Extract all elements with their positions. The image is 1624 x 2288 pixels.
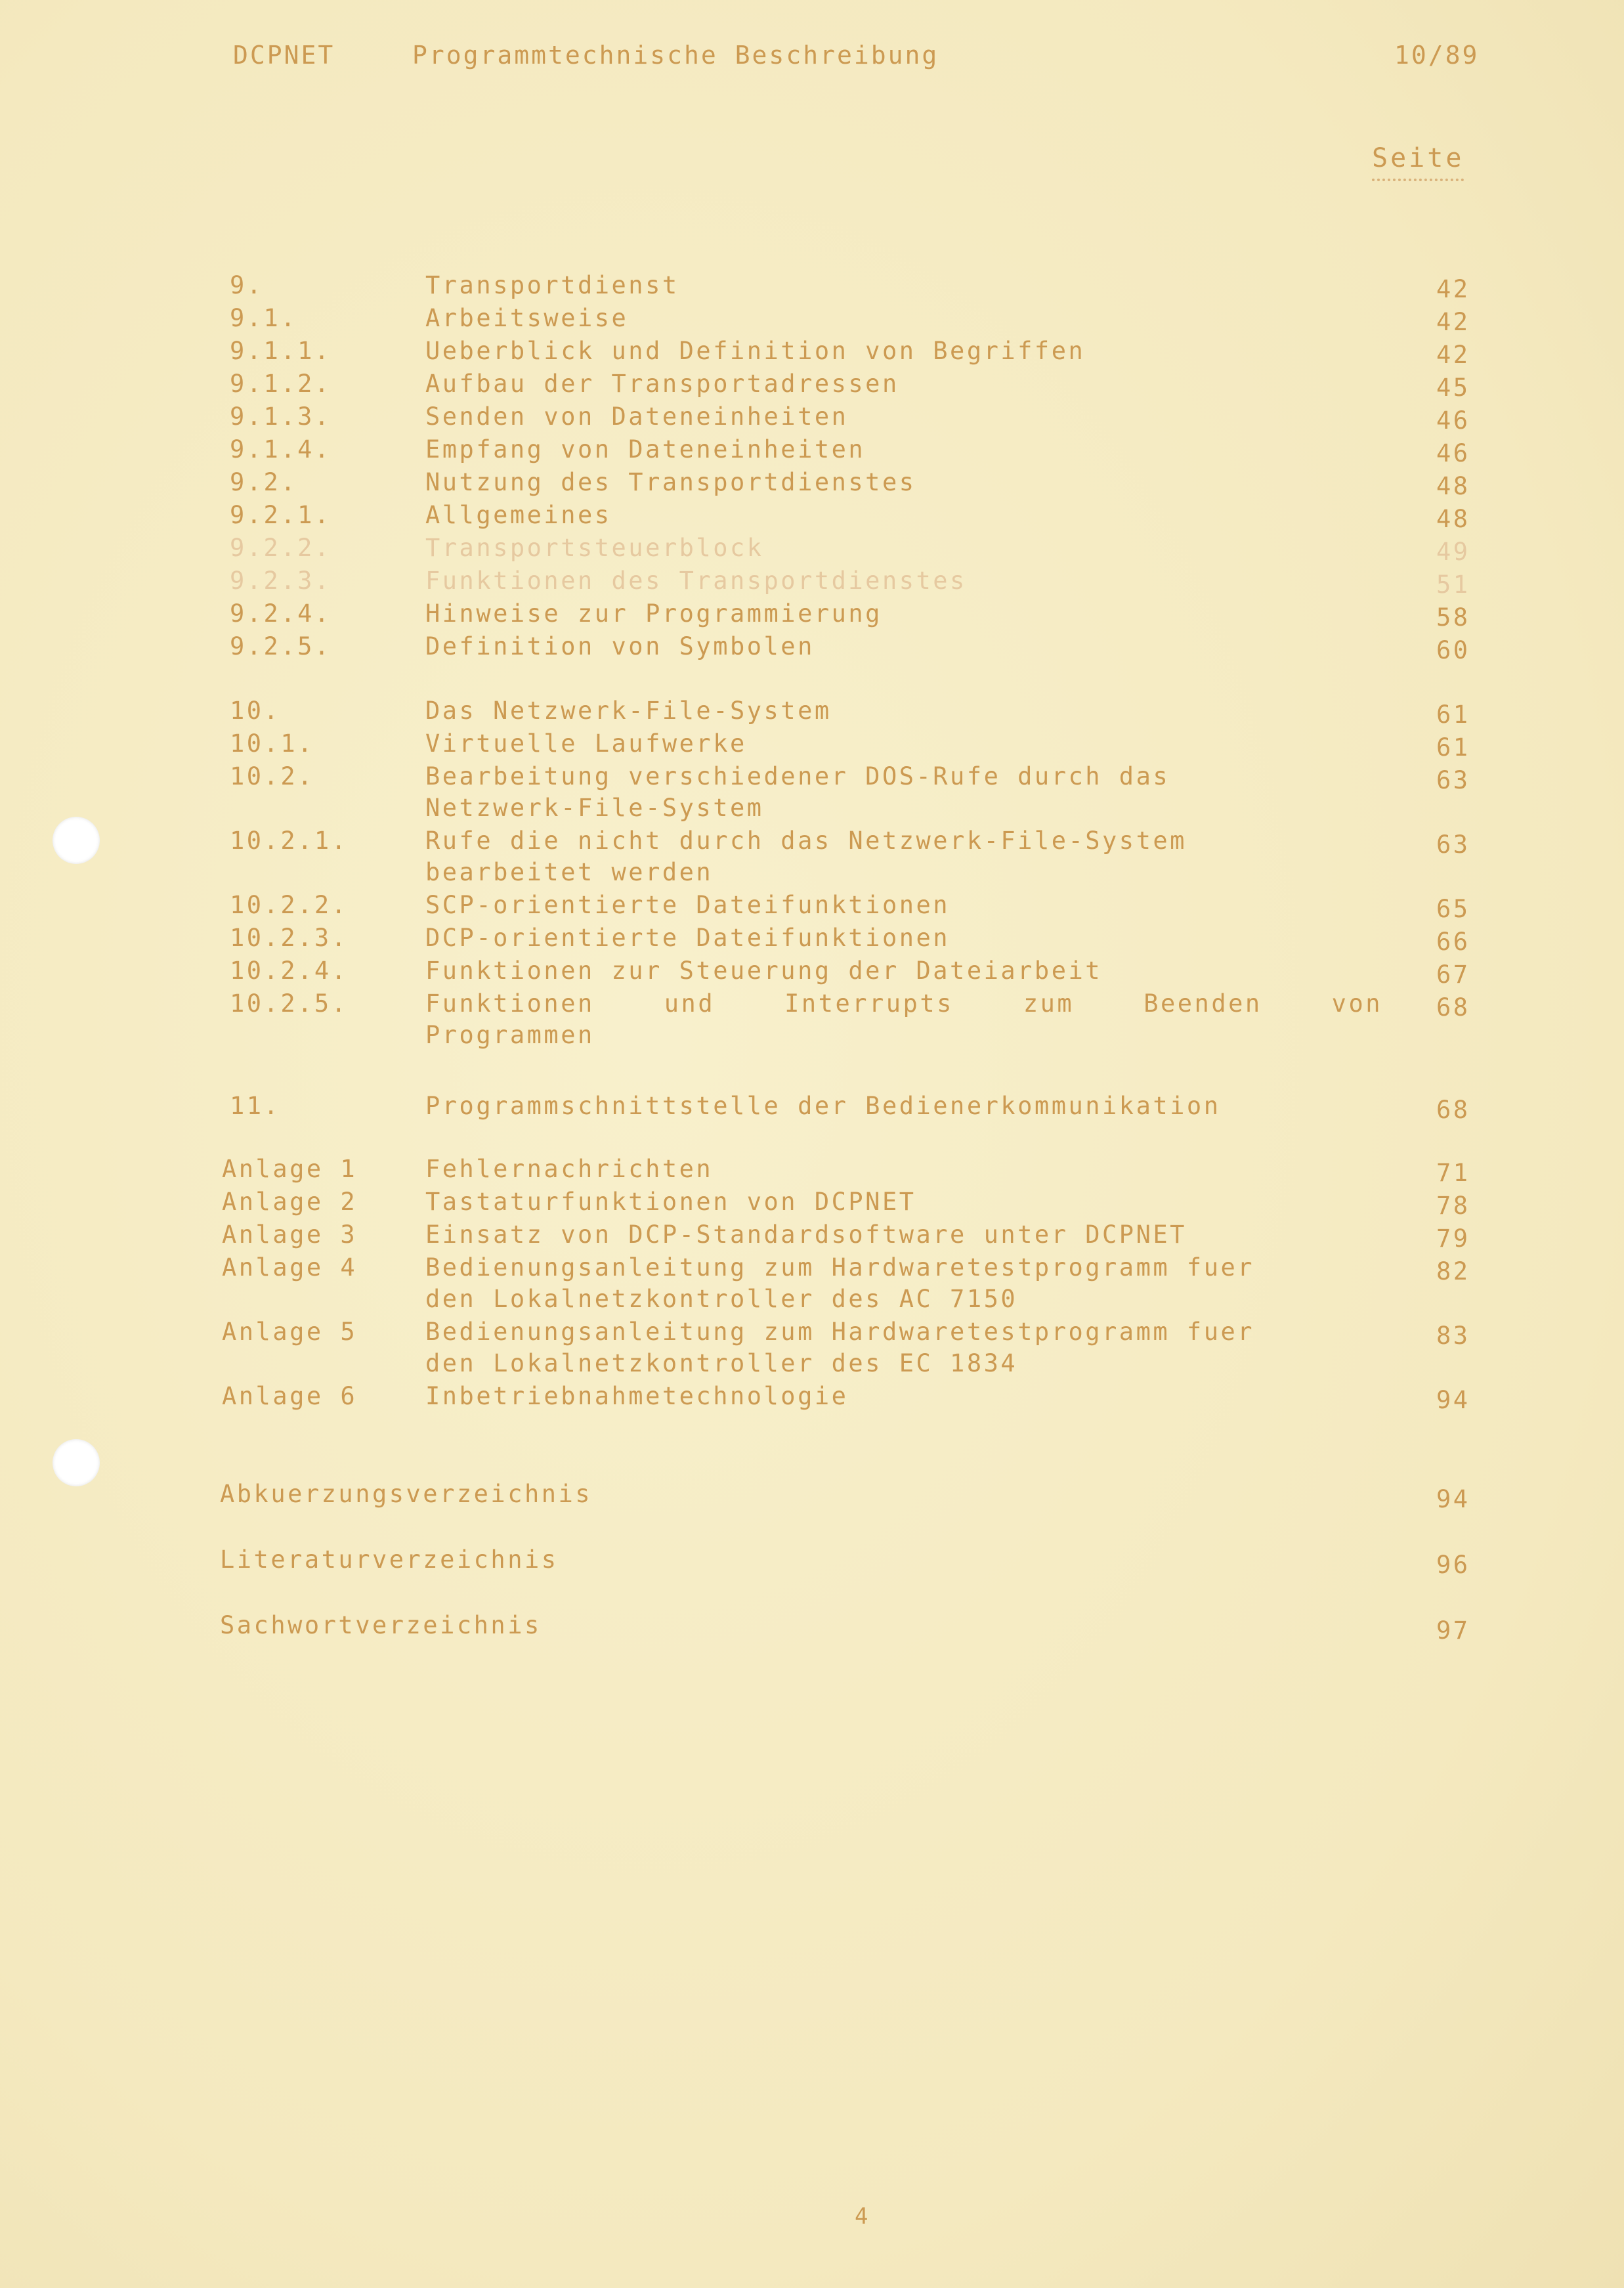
toc-title-continuation: den Lokalnetzkontroller des EC 1834 bbox=[425, 1349, 1018, 1377]
index-title: Sachwortverzeichnis bbox=[220, 1611, 542, 1639]
toc-page: 60 bbox=[1436, 636, 1470, 664]
toc-title: Programmschnittstelle der Bedienerkommunikation bbox=[425, 1092, 1221, 1120]
toc-page: 42 bbox=[1436, 308, 1470, 336]
toc-page: 68 bbox=[1436, 1096, 1470, 1124]
toc-number: 9.1.2. bbox=[230, 370, 331, 398]
header-document-title: Programmtechnische Beschreibung bbox=[412, 41, 939, 70]
toc-number: 10.2.3. bbox=[230, 924, 349, 952]
toc-page: 68 bbox=[1436, 993, 1470, 1022]
toc-title: Transportdienst bbox=[425, 271, 679, 299]
toc-number: 9.2.1. bbox=[230, 501, 331, 529]
toc-title: DCP-orientierte Dateifunktionen bbox=[425, 924, 951, 952]
toc-number: 9.2.2. bbox=[230, 534, 331, 562]
toc-title: Hinweise zur Programmierung bbox=[425, 599, 882, 628]
toc-number: 9.1.3. bbox=[230, 402, 331, 431]
toc-number: Anlage 6 bbox=[222, 1382, 358, 1410]
toc-page: 79 bbox=[1436, 1224, 1470, 1253]
toc-number: 9. bbox=[230, 271, 264, 299]
toc-title: Funktionen des Transportdienstes bbox=[425, 567, 967, 595]
toc-page: 46 bbox=[1436, 406, 1470, 435]
toc-title: Arbeitsweise bbox=[425, 304, 629, 332]
toc-page: 61 bbox=[1436, 733, 1470, 762]
toc-page: 49 bbox=[1436, 538, 1470, 566]
toc-page: 71 bbox=[1436, 1159, 1470, 1187]
page-header bbox=[0, 41, 1624, 80]
toc-number: Anlage 4 bbox=[222, 1253, 358, 1282]
toc-number: 9.1. bbox=[230, 304, 298, 332]
toc-title: Fehlernachrichten bbox=[425, 1155, 714, 1183]
toc-number: 9.2.5. bbox=[230, 632, 331, 660]
index-title: Literaturverzeichnis bbox=[220, 1545, 559, 1574]
toc-title: Inbetriebnahmetechnologie bbox=[425, 1382, 849, 1410]
toc-page: 46 bbox=[1436, 439, 1470, 467]
toc-title: Funktionen und Interrupts zum Beenden von bbox=[425, 989, 1382, 1018]
toc-page: 66 bbox=[1436, 928, 1470, 956]
header-date: 10/89 bbox=[1394, 41, 1480, 70]
toc-number: 10.2.1. bbox=[230, 827, 349, 855]
toc-title-continuation: den Lokalnetzkontroller des AC 7150 bbox=[425, 1285, 1018, 1313]
toc-number: 9.2.4. bbox=[230, 599, 331, 628]
toc-title: Senden von Dateneinheiten bbox=[425, 402, 849, 431]
toc-page: 82 bbox=[1436, 1257, 1470, 1285]
toc-number: Anlage 5 bbox=[222, 1318, 358, 1346]
toc-number: 10.2. bbox=[230, 762, 314, 790]
index-title: Abkuerzungsverzeichnis bbox=[220, 1480, 593, 1508]
toc-page: 45 bbox=[1436, 374, 1470, 402]
toc-page: 63 bbox=[1436, 766, 1470, 794]
toc-number: 11. bbox=[230, 1092, 281, 1120]
toc-number: Anlage 1 bbox=[222, 1155, 358, 1183]
toc-title: Funktionen zur Steuerung der Dateiarbeit bbox=[425, 957, 1103, 985]
toc-number: 9.2. bbox=[230, 468, 298, 496]
toc-page: 83 bbox=[1436, 1322, 1470, 1350]
toc-page: 67 bbox=[1436, 961, 1470, 989]
toc-number: 10.1. bbox=[230, 729, 314, 758]
toc-title: Aufbau der Transportadressen bbox=[425, 370, 899, 398]
header-product: DCPNET bbox=[233, 41, 335, 70]
toc-title: Nutzung des Transportdienstes bbox=[425, 468, 916, 496]
toc-title: Definition von Symbolen bbox=[425, 632, 815, 660]
toc-page: 58 bbox=[1436, 603, 1470, 632]
toc-title: Das Netzwerk-File-System bbox=[425, 697, 832, 725]
toc-number: 9.1.1. bbox=[230, 337, 331, 365]
toc-number: 10. bbox=[230, 697, 281, 725]
toc-title: Tastaturfunktionen von DCPNET bbox=[425, 1188, 916, 1216]
toc-number: 9.2.3. bbox=[230, 567, 331, 595]
toc-title: Einsatz von DCP-Standardsoftware unter DCPNET bbox=[425, 1220, 1187, 1249]
toc-number: Anlage 2 bbox=[222, 1188, 358, 1216]
index-page: 96 bbox=[1436, 1551, 1470, 1579]
index-page: 97 bbox=[1436, 1616, 1470, 1645]
toc-title: Bedienungsanleitung zum Hardwaretestprogramm fuer bbox=[425, 1253, 1255, 1282]
toc-title: SCP-orientierte Dateifunktionen bbox=[425, 891, 951, 919]
toc-page: 63 bbox=[1436, 831, 1470, 859]
toc-page: 61 bbox=[1436, 701, 1470, 729]
toc-page: 78 bbox=[1436, 1192, 1470, 1220]
toc-page: 48 bbox=[1436, 505, 1470, 533]
page-number: 4 bbox=[855, 2203, 868, 2230]
toc-page: 94 bbox=[1436, 1386, 1470, 1414]
index-page: 94 bbox=[1436, 1485, 1470, 1513]
toc-page: 65 bbox=[1436, 895, 1470, 923]
toc-number: 9.1.4. bbox=[230, 435, 331, 464]
toc-page: 42 bbox=[1436, 341, 1470, 369]
toc-number: Anlage 3 bbox=[222, 1220, 358, 1249]
toc-page: 42 bbox=[1436, 275, 1470, 303]
toc-page: 48 bbox=[1436, 472, 1470, 500]
punch-hole-upper bbox=[53, 817, 100, 864]
toc-title: Transportsteuerblock bbox=[425, 534, 764, 562]
page-column-header: Seite bbox=[1372, 143, 1464, 181]
toc-title: Virtuelle Laufwerke bbox=[425, 729, 747, 758]
toc-title: Ueberblick und Definition von Begriffen bbox=[425, 337, 1086, 365]
toc-number: 10.2.5. bbox=[230, 989, 349, 1018]
toc-title: Bedienungsanleitung zum Hardwaretestprogramm fuer bbox=[425, 1318, 1255, 1346]
toc-title-continuation: Programmen bbox=[425, 1021, 595, 1049]
toc-number: 10.2.2. bbox=[230, 891, 349, 919]
toc-page: 51 bbox=[1436, 571, 1470, 599]
toc-title: Allgemeines bbox=[425, 501, 612, 529]
toc-title: Rufe die nicht durch das Netzwerk-File-System bbox=[425, 827, 1187, 855]
toc-number: 10.2.4. bbox=[230, 957, 349, 985]
toc-title: Empfang von Dateneinheiten bbox=[425, 435, 866, 464]
punch-hole-lower bbox=[53, 1439, 100, 1486]
toc-title-continuation: bearbeitet werden bbox=[425, 858, 714, 886]
toc-title-continuation: Netzwerk-File-System bbox=[425, 794, 764, 822]
toc-title: Bearbeitung verschiedener DOS-Rufe durch das bbox=[425, 762, 1170, 790]
